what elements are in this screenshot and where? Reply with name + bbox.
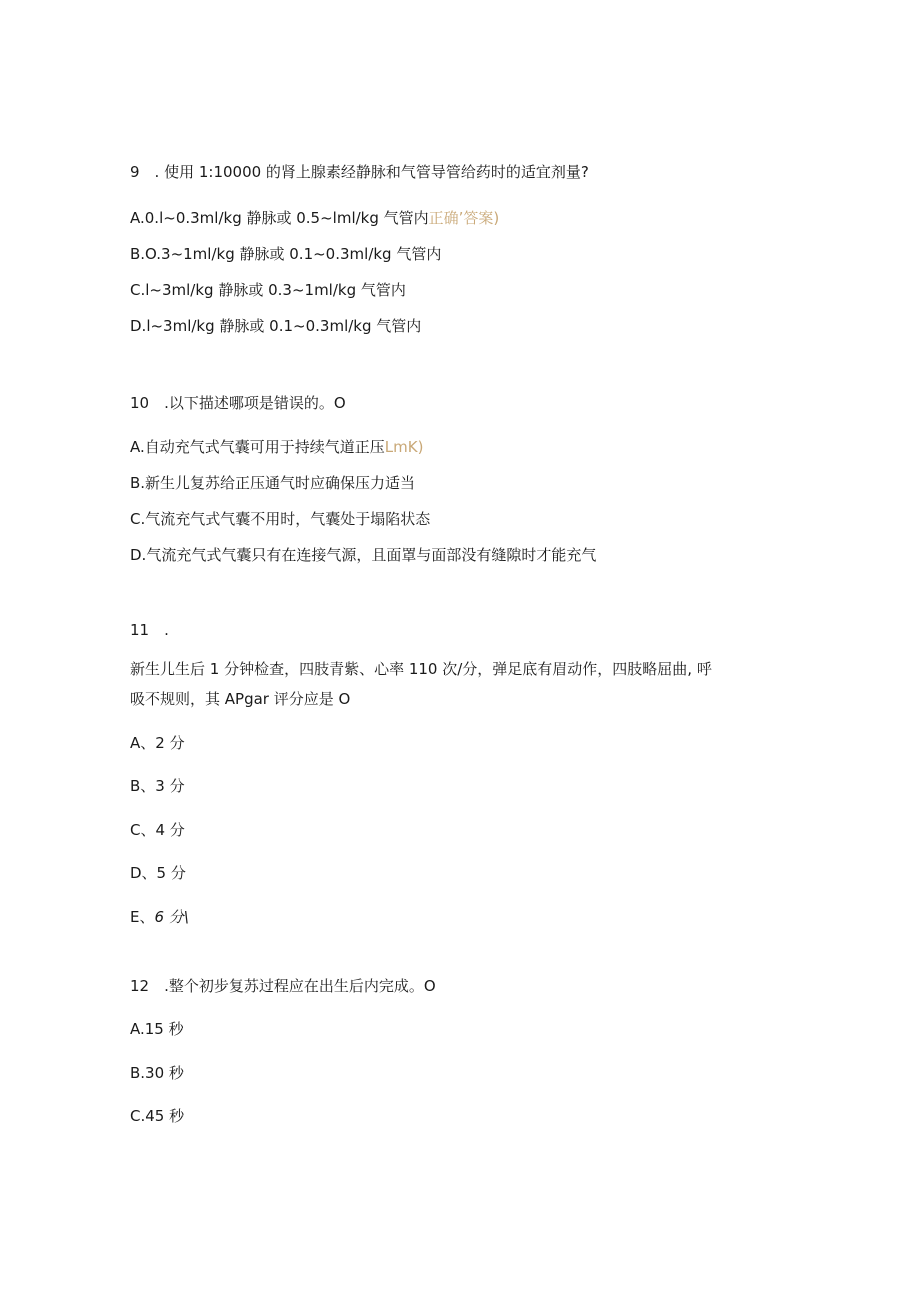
question-9-stem: 9 . 使用 1:10000 的肾上腺素经静脉和气管导管给药时的适宜剂量?: [130, 163, 589, 181]
question-12-option-c: C.45 秒: [130, 1107, 185, 1125]
question-11-stem: 11 .: [130, 621, 169, 639]
question-10-option-b: B.新生儿复苏给正压通气时应确保压力适当: [130, 474, 416, 492]
question-11-option-a: A、2 分: [130, 734, 185, 752]
question-9-option-b: B.O.3~1ml/kg 静脉或 0.1~0.3ml/kg 气管内: [130, 245, 442, 263]
question-12-stem: 12 .整个初步复苏过程应在出生后内完成。O: [130, 977, 436, 995]
question-11-body-line-2: 吸不规则，其 APgar 评分应是 O: [130, 690, 351, 708]
answer-note: LmK): [384, 438, 424, 456]
question-10-stem: 10 .以下描述哪项是错误的。O: [130, 394, 346, 412]
question-11-body-line-1: 新生儿生后 1 分钟检查，四肢青紫、心率 110 次/分，弹足底有眉动作，四肢略屈曲, 呼: [130, 660, 712, 678]
question-9-option-d: D.l~3ml/kg 静脉或 0.1~0.3ml/kg 气管内: [130, 317, 422, 335]
option-text: A.自动充气式气囊可用于持续气道正压: [130, 438, 385, 456]
option-text: 6 分\: [154, 908, 189, 926]
question-10-option-c: C.气流充气式气囊不用时，气囊处于塌陷状态: [130, 510, 431, 528]
question-10-option-d: D.气流充气式气囊只有在连接气源，且面罩与面部没有缝隙时才能充气: [130, 546, 597, 564]
question-9-option-a: [130, 208, 499, 228]
question-11-option-c: C、4 分: [130, 821, 185, 839]
question-12-option-a: A.15 秒: [130, 1020, 184, 1038]
answer-note: 正确’答案): [428, 209, 500, 227]
question-11-option-d: D、5 分: [130, 864, 186, 882]
question-12-option-b: B.30 秒: [130, 1064, 184, 1082]
option-label: E、: [130, 908, 155, 926]
question-9-option-c: C.l~3ml/kg 静脉或 0.3~1ml/kg 气管内: [130, 281, 406, 299]
question-11-option-e: [130, 907, 189, 927]
option-text: A.0.l~0.3ml/kg 静脉或 0.5~lml/kg 气管内: [130, 209, 429, 227]
question-11-option-b: B、3 分: [130, 777, 185, 795]
question-10-option-a: [130, 437, 423, 457]
